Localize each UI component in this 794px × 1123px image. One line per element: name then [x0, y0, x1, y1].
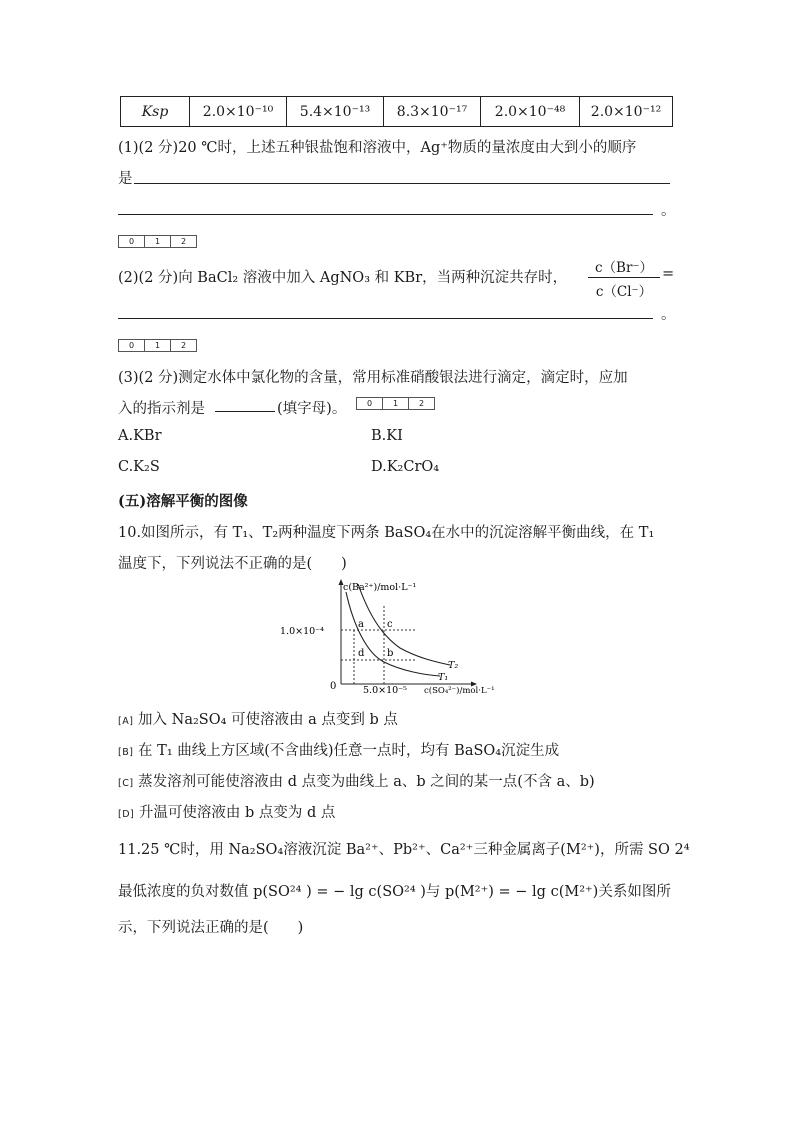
score-0[interactable]: 0: [119, 236, 145, 247]
series-t1-label: T₁: [438, 672, 449, 683]
fraction-numerator: c（Br⁻）: [588, 256, 660, 278]
x-axis-label: c(SO₄²⁻)/mol·L⁻¹: [424, 686, 495, 696]
answer-line[interactable]: [118, 318, 653, 319]
q3-line1: (3)(2 分)测定水体中氯化物的含量，常用标准硝酸银法进行滴定，滴定时，应加: [118, 370, 628, 386]
answer-line[interactable]: [134, 183, 670, 184]
point-b-label: b: [387, 648, 394, 659]
option-tag: [D]: [118, 809, 135, 820]
score-0[interactable]: 0: [119, 340, 145, 351]
ksp-cell: 8.3×10⁻¹⁷: [384, 97, 481, 127]
section-title: (五)溶解平衡的图像: [118, 493, 248, 510]
q10-option-d[interactable]: [118, 801, 335, 822]
option-text: 加入 Na₂SO₄ 可使溶液由 a 点变到 b 点: [138, 712, 398, 728]
curve-t1: [346, 592, 440, 676]
score-2[interactable]: 2: [180, 341, 187, 350]
score-1[interactable]: 1: [145, 236, 171, 247]
q10-option-b[interactable]: [118, 739, 559, 760]
q3-option-c[interactable]: C.K₂S: [118, 459, 160, 475]
score-2[interactable]: 2: [180, 237, 187, 246]
option-tag: [C]: [118, 778, 134, 789]
score-box[interactable]: [356, 397, 435, 410]
q3-option-d[interactable]: D.K₂CrO₄: [371, 459, 440, 475]
score-2[interactable]: 2: [418, 399, 425, 408]
q1-end: 。: [661, 203, 676, 219]
fraction: [588, 256, 660, 300]
q10-line2: 温度下，下列说法不正确的是( ): [118, 556, 347, 572]
fraction-denominator: c（Cl⁻）: [595, 284, 653, 300]
q11-line1: 11.25 ℃时，用 Na₂SO₄溶液沉淀 Ba²⁺、Pb²⁺、Ca²⁺三种金属离子(M²⁺)，所需 SO 2⁴: [118, 842, 690, 858]
q3-option-a[interactable]: A.KBr: [118, 428, 162, 444]
point-d-label: d: [358, 648, 365, 659]
ksp-cell: 2.0×10⁻¹²: [580, 97, 673, 127]
point-a-label: a: [358, 619, 364, 630]
option-text: 蒸发溶剂可能使溶液由 d 点变为曲线上 a、b 之间的某一点(不含 a、b): [138, 774, 595, 790]
point-c-label: c: [387, 619, 393, 630]
answer-blank[interactable]: [215, 411, 275, 412]
y-tick-label: 1.0×10⁻⁴: [280, 626, 324, 637]
q10-option-a[interactable]: [118, 708, 398, 729]
q3-line2b: (填字母)。: [277, 401, 347, 417]
ksp-cell: 2.0×10⁻¹⁰: [190, 97, 287, 127]
score-0[interactable]: 0: [357, 398, 383, 409]
score-box[interactable]: [118, 339, 197, 352]
table-row: [121, 97, 673, 127]
option-text: 在 T₁ 曲线上方区域(不含曲线)任意一点时，均有 BaSO₄沉淀生成: [138, 743, 560, 759]
score-1[interactable]: 1: [145, 340, 171, 351]
q10-option-c[interactable]: [118, 770, 595, 791]
q2-end: 。: [661, 307, 676, 323]
y-axis-label: c(Ba²⁺)/mol·L⁻¹: [343, 582, 417, 593]
ksp-table: [120, 96, 673, 127]
ksp-cell: 5.4×10⁻¹³: [287, 97, 384, 127]
q11-line3: 示，下列说法正确的是( ): [118, 920, 304, 936]
option-tag: [B]: [118, 747, 134, 758]
ksp-header: Ksp: [121, 97, 190, 127]
x-tick-label: 5.0×10⁻⁵: [363, 685, 407, 696]
score-box[interactable]: [118, 235, 197, 248]
q1-text: (1)(2 分)20 ℃时，上述五种银盐饱和溶液中，Ag⁺物质的量浓度由大到小的顺序: [118, 140, 637, 156]
origin-label: 0: [330, 681, 337, 692]
q10-line1: 10.如图所示，有 T₁、T₂两种温度下两条 BaSO₄在水中的沉淀溶解平衡曲线，在 T₁: [118, 525, 655, 541]
q2-eq: =: [662, 266, 675, 282]
series-t2-label: T₂: [448, 660, 459, 671]
score-1[interactable]: 1: [383, 398, 409, 409]
q3-option-b[interactable]: B.KI: [371, 428, 403, 444]
q3-line2a: 入的指示剂是: [118, 401, 205, 417]
q2-text: (2)(2 分)向 BaCl₂ 溶液中加入 AgNO₃ 和 KBr，当两种沉淀共存时，: [118, 270, 568, 286]
answer-line[interactable]: [118, 214, 653, 215]
ksp-cell: 2.0×10⁻⁴⁸: [481, 97, 580, 127]
solubility-chart: [280, 576, 520, 698]
q11-line2: 最低浓度的负对数值 p(SO²⁴ ) = − lg c(SO²⁴ )与 p(M²⁺) = − lg c(M²⁺)关系如图所: [118, 884, 671, 900]
option-text: 升温可使溶液由 b 点变为 d 点: [138, 805, 336, 821]
q1-text2: 是: [118, 171, 133, 187]
option-tag: [A]: [118, 716, 134, 727]
